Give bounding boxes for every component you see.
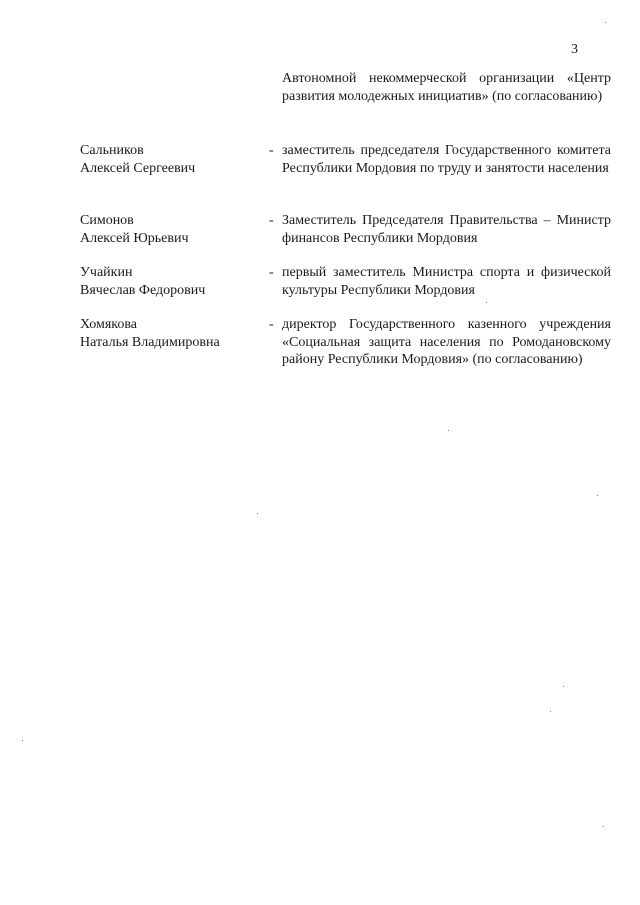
scan-speck (603, 826, 604, 827)
member-surname: Учайкин (80, 265, 133, 280)
scan-speck (563, 686, 564, 687)
member-surname: Сальников (80, 143, 144, 158)
member-given-names: Вячеслав Федорович (80, 282, 206, 298)
member-given-names: Наталья Владимировна (80, 334, 220, 350)
scan-speck (550, 711, 551, 712)
page-number: 3 (571, 42, 578, 57)
dash-separator: - (269, 143, 274, 158)
scan-speck (597, 495, 598, 496)
member-name (80, 142, 260, 177)
dash-separator: - (269, 265, 274, 280)
scan-speck (257, 513, 258, 514)
scan-speck (486, 302, 487, 303)
scan-speck (605, 22, 606, 23)
member-name (80, 264, 260, 299)
member-given-names: Алексей Юрьевич (80, 230, 189, 246)
member-surname: Симонов (80, 213, 134, 228)
continuation-text: Автономной некоммерческой организации «Центр развития молодежных инициатив» (по согласованию) (282, 71, 611, 104)
member-name (80, 316, 260, 351)
dash-separator: - (269, 213, 274, 228)
scan-speck (448, 430, 449, 431)
member-position: заместитель председателя Государственного комитета Республики Мордовия по труду и занятости населения (282, 143, 611, 176)
dash-separator: - (269, 317, 274, 332)
member-position: первый заместитель Министра спорта и физической культуры Республики Мордовия (282, 265, 611, 298)
member-position: директор Государственного казенного учреждения «Социальная защита населения по Ромодановскому району Республики Мордовия» (по согласованию) (282, 317, 611, 367)
member-surname: Хомякова (80, 317, 137, 332)
member-position: Заместитель Председателя Правительства – Министр финансов Республики Мордовия (282, 213, 611, 246)
member-name (80, 212, 260, 247)
scan-speck (22, 740, 23, 741)
member-given-names: Алексей Сергеевич (80, 160, 196, 176)
